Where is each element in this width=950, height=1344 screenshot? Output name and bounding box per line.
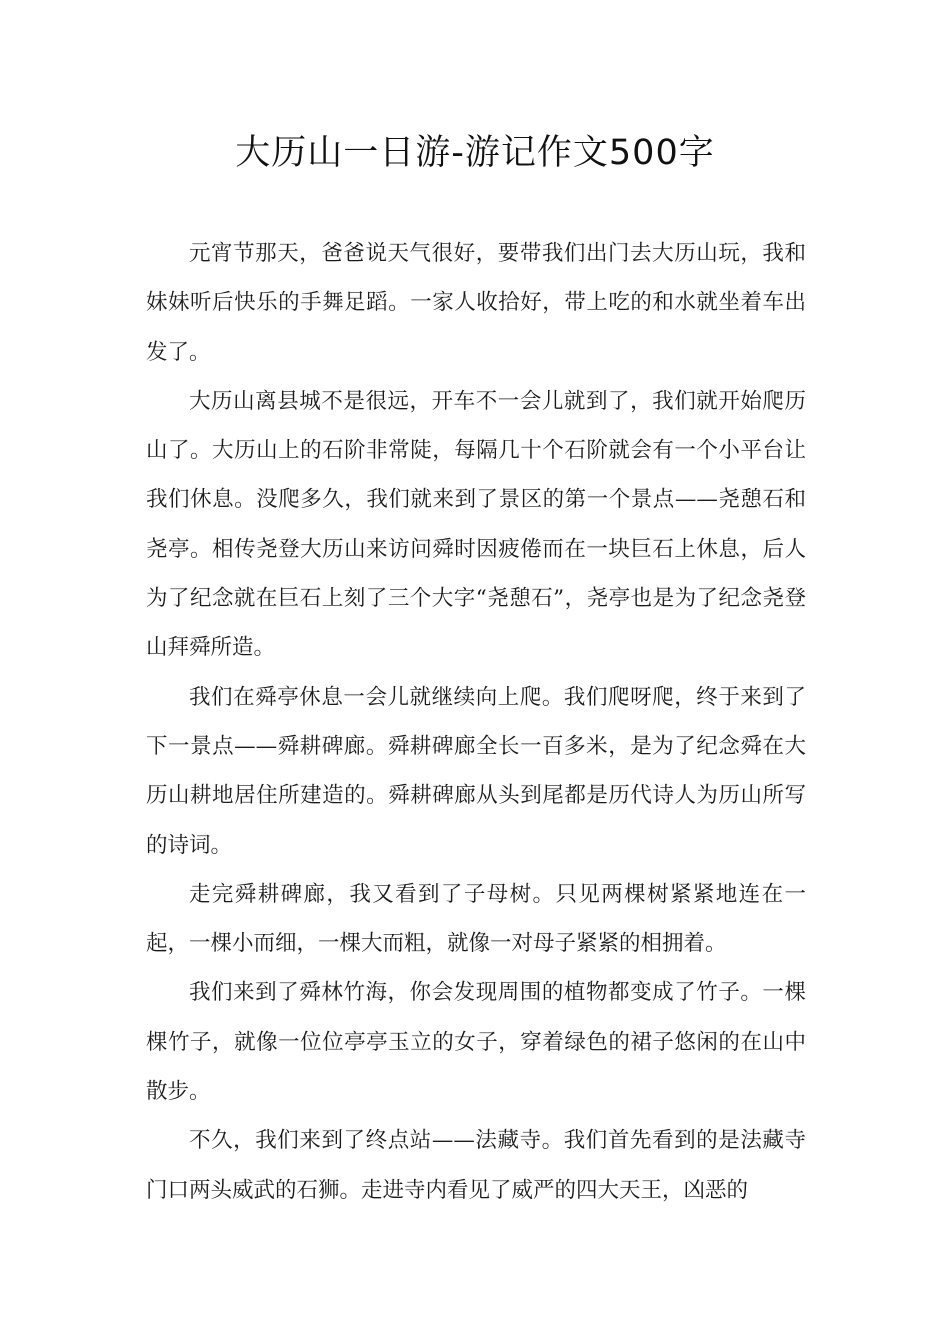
paragraph-3: 我们在舜亭休息一会儿就继续向上爬。我们爬呀爬，终于来到了下一景点——舜耕碑廊。舜耕碑廊全长一百多米，是为了纪念舜在大历山耕地居住所建造的。舜耕碑廊从头到尾都是历代诗人为历山所写的诗词。 (146, 684, 806, 858)
paragraph-2: 大历山离县城不是很远，开车不一会儿就到了，我们就开始爬历山了。大历山上的石阶非常陡，每隔几十个石阶就会有一个小平台让我们休息。没爬多久，我们就来到了景区的第一个景点——尧憩石和尧亭。相传尧登大历山来访问舜时因疲倦而在一块巨石上休息，后人为了纪念就在巨石上刻了三个大字“尧憩石”，尧亭也是为了纪念尧登山拜舜所造。 (146, 388, 806, 661)
paragraph-4: 走完舜耕碑廊，我又看到了子母树。只见两棵树紧紧地连在一起，一棵小而细，一棵大而粗，就像一对母子紧紧的相拥着。 (146, 881, 806, 957)
paragraph-6: 不久，我们来到了终点站——法藏寺。我们首先看到的是法藏寺门口两头威武的石狮。走进寺内看见了威严的四大天王，凶恶的 (146, 1128, 806, 1203)
document-title: 大历山一日游-游记作文500字 (235, 133, 715, 173)
document-body (146, 229, 806, 1215)
paragraph-5: 我们来到了舜林竹海，你会发现周围的植物都变成了竹子。一棵棵竹子，就像一位位亭亭玉立的女子，穿着绿色的裙子悠闲的在山中散步。 (146, 980, 806, 1105)
paragraph-1: 元宵节那天，爸爸说天气很好，要带我们出门去大历山玩，我和妹妹听后快乐的手舞足蹈。一家人收拾好，带上吃的和水就坐着车出发了。 (146, 241, 806, 365)
